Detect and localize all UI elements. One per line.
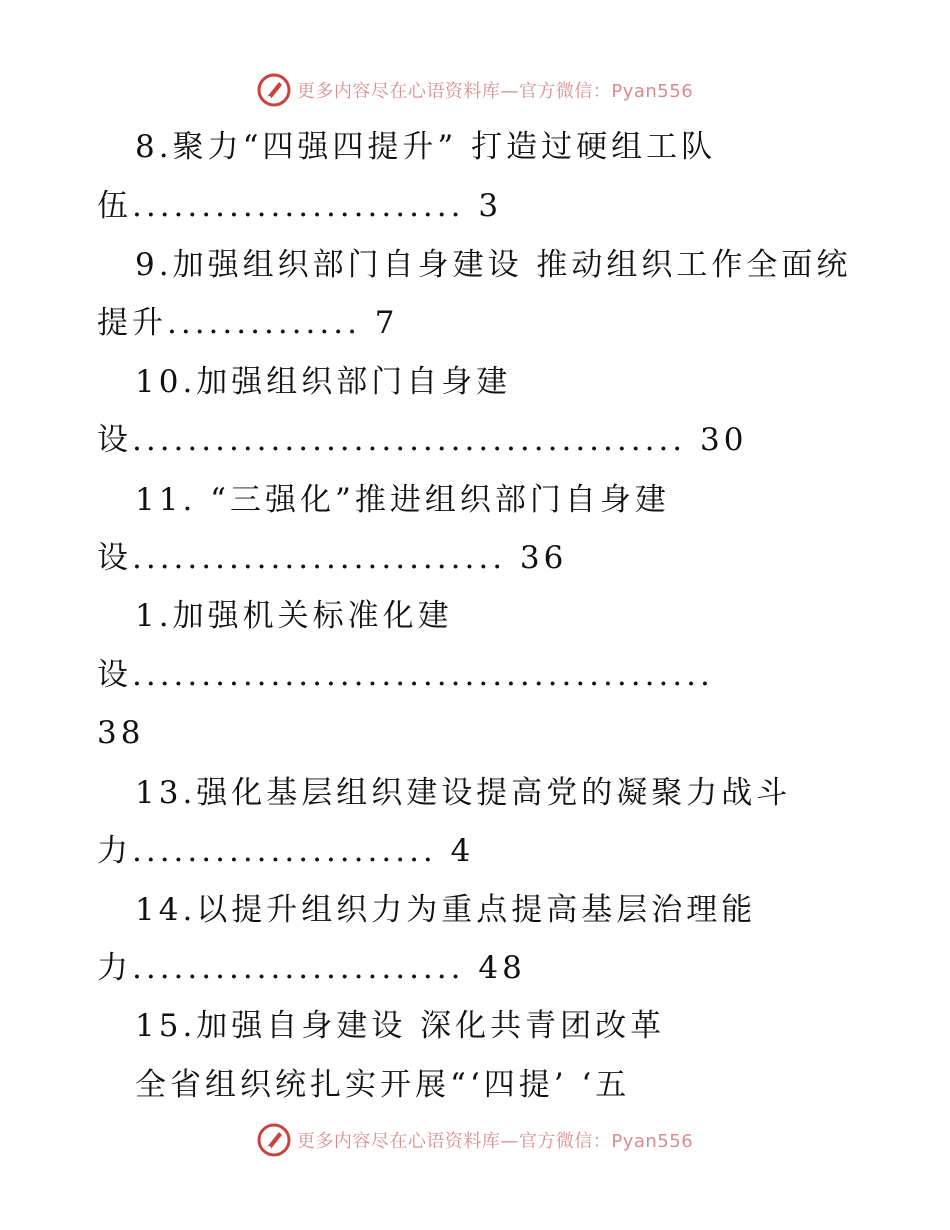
toc-entry-14-leader: 力........................ 48 [97, 950, 526, 986]
toc-entry-8-title: 8.聚力“四强四提升” 打造过硬组工队 [135, 129, 717, 165]
toc-entry-15-title: 15.加强自身建设 深化共青团改革 [135, 1008, 666, 1044]
toc-entry-10-title: 10.加强组织部门自身建 [135, 364, 512, 400]
toc-entry-16-title: 全省组织统扎实开展“‘四提’ ‘五 [135, 1067, 631, 1103]
watermark-text: 更多内容尽在心语资料库—官方微信：Pyan556 [296, 81, 694, 102]
toc-entry-14-title: 14.以提升组织力为重点提高基层治理能 [135, 892, 757, 928]
toc-entry-13-title: 13.强化基层组织建设提高党的凝聚力战斗 [135, 775, 792, 811]
watermark-text: 更多内容尽在心语资料库—官方微信：Pyan556 [296, 1131, 694, 1152]
toc-entry-11-leader: 设........................... 36 [97, 540, 568, 576]
toc-entry-13-leader: 力...................... 4 [97, 833, 475, 869]
toc-entry-8-leader: 伍........................ 3 [97, 188, 503, 224]
watermark-header [0, 70, 950, 110]
watermark-footer [0, 1120, 950, 1160]
toc-entry-1-leader: 设.......................................... [97, 657, 714, 693]
pen-nib-logo-icon [257, 73, 291, 107]
toc-entry-1-title: 1.加强机关标准化建 [135, 598, 453, 634]
toc-entry-9-title: 9.加强组织部门自身建设 推动组织工作全面统 [135, 247, 852, 283]
toc-entry-10-leader: 设........................................ 30 [97, 422, 748, 458]
pen-nib-logo-icon [257, 1123, 291, 1157]
toc-entry-1-page: 38 [97, 715, 145, 751]
toc-entry-9-leader: 提升.............. 7 [97, 305, 399, 341]
toc-entry-11-title: 11. “三强化”推进组织部门自身建 [135, 482, 670, 518]
